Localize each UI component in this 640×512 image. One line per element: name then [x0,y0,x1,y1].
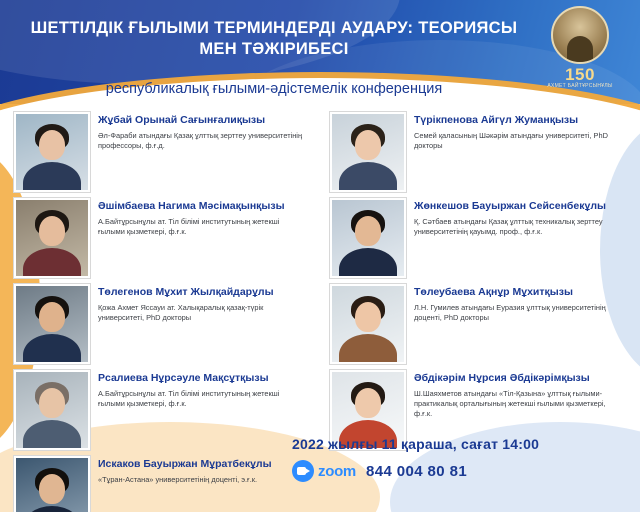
speaker-info [406,112,622,151]
speaker-name: Искаков Бауыржан Мұратбекұлы [98,458,272,470]
avatar [14,370,90,450]
emblem-number: 150 [565,65,595,84]
speaker-name: Жұбай Орынай Сағынғалиқызы [98,114,266,126]
speaker-name: Рсалиева Нұрсәуле Мақсұтқызы [98,372,269,384]
speaker-affiliation: А.Байтұрсынұлы ат. Тіл білімі институтының жетекші ғылыми қызметкері, ф.ғ.к. [98,388,280,408]
avatar [14,456,90,512]
speaker-affiliation: Әл-Фараби атындағы Қазақ ұлттық зерттеу университетінің профессоры, ф.ғ.д. [98,130,303,150]
avatar [330,112,406,192]
speaker-affiliation: Л.Н. Гумилев атындағы Еуразия ұлттық университетінің доценті, PhD докторы [414,302,606,322]
speaker-affiliation: Ш.Шаяхметов атындағы «Тіл-Қазына» ұлттық ғылыми-практикалық орталығының жетекші ғылыми қызметкері, ф.ғ.к. [414,388,606,418]
speaker-name: Әшімбаева Нагима Мәсімақынқызы [98,200,285,212]
anniversary-emblem [538,6,622,110]
speaker-card [14,198,306,278]
speaker-name: Жөнкешов Бауыржан Сейсенбекұлы [414,200,606,212]
emblem-caption: АХМЕТ БАЙТҰРСЫНҰЛЫ [547,83,613,89]
video-camera-icon [292,460,314,482]
avatar [14,198,90,278]
zoom-label: zoom [318,462,356,480]
speaker-card [330,284,622,364]
speaker-info [406,198,622,237]
speaker-card [14,370,306,450]
meeting-id: 844 004 80 81 [365,462,468,480]
speaker-card [14,284,306,364]
avatar [330,284,406,364]
speaker-card [330,112,622,192]
speaker-info [90,456,306,485]
speaker-card [14,456,306,512]
speaker-card [14,112,306,192]
speaker-info [90,284,306,323]
zoom-row [292,460,622,482]
speaker-affiliation: Семей қаласының Шәкәрім атындағы университеті, PhD докторы [414,130,608,150]
page-subtitle: республикалық ғылыми-әдістемелік конференция [105,81,443,97]
speaker-affiliation: Қожа Ахмет Яссауи ат. Халықаралық қазақ-түрік университеті, PhD докторы [98,302,264,322]
zoom-badge [292,460,356,482]
speaker-info [406,370,622,419]
speaker-name: Төлеубаева Ақнұр Мұхитқызы [414,286,573,298]
speaker-name: Түрікпенова Айгүл Жуманқызы [414,114,579,126]
avatar [14,112,90,192]
speaker-info [406,284,622,323]
speaker-affiliation: А.Байтұрсынұлы ат. Тіл білімі институтының жетекші ғылыми қызметкері, ф.ғ.к. [98,216,280,236]
event-datetime: 2022 жылғы 11 қараша, сағат 14:00 [292,436,540,452]
avatar [330,198,406,278]
portrait-icon [551,6,609,64]
speaker-affiliation: «Тұран-Астана» университетінің доценті, э.ғ.к. [98,474,258,484]
speaker-affiliation: Қ. Сәтбаев атындағы Қазақ ұлттық техникалық зерттеу университетінің қауымд. проф., ф.ғ.к. [414,216,603,236]
speaker-name: Әбдікәрім Нұрсия Әбдікәрімқызы [414,372,590,384]
page-title: ШЕТТІЛДІК ҒЫЛЫМИ ТЕРМИНДЕРДІ АУДАРУ: ТЕОРИЯСЫ МЕН ТӘЖІРИБЕСІ [30,19,518,58]
speaker-name: Төлегенов Мұхит Жылқайдарұлы [98,286,274,298]
avatar [14,284,90,364]
footer [292,436,622,482]
speaker-info [90,112,306,151]
speaker-card [330,198,622,278]
speaker-info [90,370,306,409]
speaker-info [90,198,306,237]
